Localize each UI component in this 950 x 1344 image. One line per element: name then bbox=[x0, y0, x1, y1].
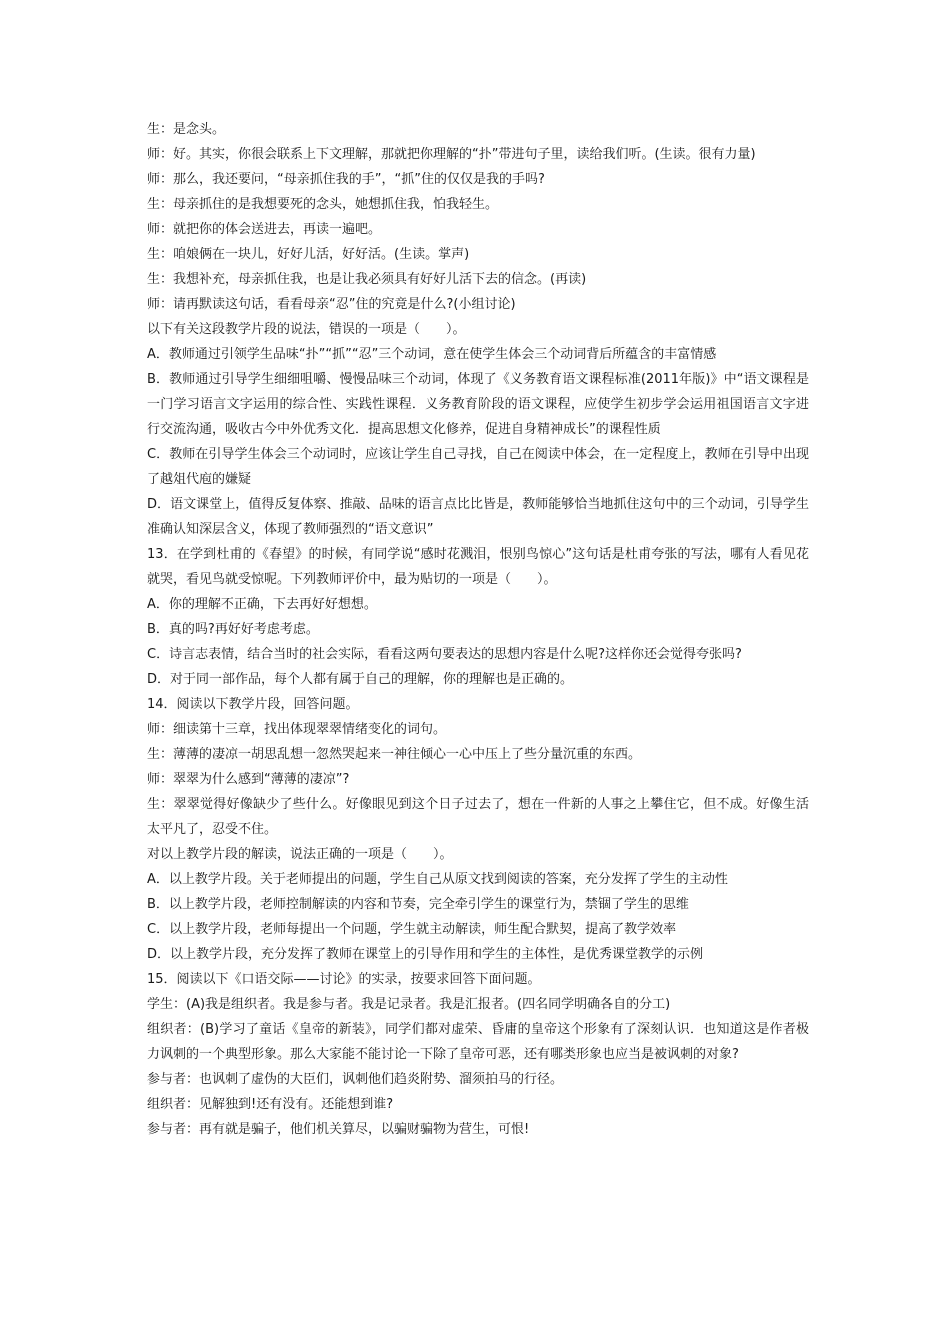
option-c: C．以上教学片段，老师每提出一个问题，学生就主动解读，师生配合默契，提高了教学效率 bbox=[147, 922, 677, 937]
option-d: D．对于同一部作品，每个人都有属于自己的理解，你的理解也是正确的。 bbox=[147, 672, 574, 687]
paragraph: 生：薄薄的凄凉一胡思乱想一忽然哭起来一神往倾心一心中压上了些分量沉重的东西。 bbox=[147, 747, 642, 762]
paragraph: 师：翠翠为什么感到“薄薄的凄凉”? bbox=[147, 772, 350, 787]
option-b: B．以上教学片段，老师控制解读的内容和节奏，完全牵引学生的课堂行为，禁锢了学生的思维 bbox=[147, 897, 689, 912]
paragraph: 师：好。其实，你很会联系上下文理解，那就把你理解的“扑”带进句子里，读给我们听。(生读。很有力量) bbox=[147, 147, 756, 162]
paragraph: 生：我想补充，母亲抓住我，也是让我必须具有好好儿活下去的信念。(再读) bbox=[147, 272, 587, 287]
option-b: B．教师通过引导学生细细咀嚼、慢慢品味三个动词，体现了《义务教育语文课程标准(2011年版)》中“语文课程是一门学习语言文字运用的综合性、实践性课程．义务教育阶段的语文课程，应使学生初步学会运用祖国语言文字进行交流沟通，吸收古今中外优秀文化．提高思想文化修养，促进自身精神成长”的课程性质 bbox=[147, 372, 809, 437]
option-d: D．语文课堂上，值得反复体察、推敲、品味的语言点比比皆是，教师能够恰当地抓住这句中的三个动词，引导学生准确认知深层含义，体现了教师强烈的“语文意识” bbox=[147, 497, 809, 537]
paragraph: 参与者：也讽刺了虚伪的大臣们，讽刺他们趋炎附势、溜须拍马的行径。 bbox=[147, 1072, 564, 1087]
question-stem: 对以上教学片段的解读，说法正确的一项是（ ）。 bbox=[147, 847, 453, 862]
paragraph: 生：母亲抓住的是我想要死的念头，她想抓住我，怕我轻生。 bbox=[147, 197, 499, 212]
document-body bbox=[147, 117, 809, 1142]
paragraph: 参与者：再有就是骗子，他们机关算尽，以骗财骗物为营生，可恨! bbox=[147, 1122, 530, 1137]
question-13-stem: 13．在学到杜甫的《春望》的时候，有同学说“感时花溅泪，恨别鸟惊心”这句话是杜甫夸张的写法，哪有人看见花就哭，看见鸟就受惊呢。下列教师评价中，最为贴切的一项是（ ）。 bbox=[147, 547, 809, 587]
paragraph: 组织者：见解独到!还有没有。还能想到谁? bbox=[147, 1097, 394, 1112]
option-a: A．你的理解不正确，下去再好好想想。 bbox=[147, 597, 377, 612]
option-c: C．教师在引导学生体会三个动词时，应该让学生自己寻找，自己在阅读中体会，在一定程度上，教师在引导中出现了越俎代庖的嫌疑 bbox=[147, 447, 809, 487]
question-15-stem: 15．阅读以下《口语交际——讨论》的实录，按要求回答下面问题。 bbox=[147, 972, 541, 987]
option-d: D．以上教学片段，充分发挥了教师在课堂上的引导作用和学生的主体性，是优秀课堂教学的示例 bbox=[147, 947, 704, 962]
paragraph: 生：咱娘俩在一块儿，好好儿活，好好活。(生读。掌声) bbox=[147, 247, 470, 262]
option-c: C．诗言志表情，结合当时的社会实际，看看这两句要表达的思想内容是什么呢?这样你还会觉得夸张吗? bbox=[147, 647, 742, 662]
option-a: A．以上教学片段。关于老师提出的问题，学生自己从原文找到阅读的答案，充分发挥了学生的主动性 bbox=[147, 872, 728, 887]
option-b: B．真的吗?再好好考虑考虑。 bbox=[147, 622, 319, 637]
paragraph: 师：那么，我还要问，“母亲抓住我的手”，“抓”住的仅仅是我的手吗? bbox=[147, 172, 545, 187]
question-stem: 以下有关这段教学片段的说法，错误的一项是（ ）。 bbox=[147, 322, 466, 337]
paragraph: 师：就把你的体会送进去，再读一遍吧。 bbox=[147, 222, 382, 237]
paragraph: 师：细读第十三章，找出体现翠翠情绪变化的词句。 bbox=[147, 722, 447, 737]
question-14-stem: 14．阅读以下教学片段，回答问题。 bbox=[147, 697, 359, 712]
paragraph: 学生：(A)我是组织者。我是参与者。我是记录者。我是汇报者。(四名同学明确各自的分工) bbox=[147, 997, 671, 1012]
paragraph: 师：请再默读这句话，看看母亲“忍”住的究竟是什么?(小组讨论) bbox=[147, 297, 516, 312]
option-a: A．教师通过引领学生品味“扑”“抓”“忍”三个动词，意在使学生体会三个动词背后所蕴含的丰富情感 bbox=[147, 347, 717, 362]
paragraph: 生：翠翠觉得好像缺少了些什么。好像眼见到这个日子过去了，想在一件新的人事之上攀住它，但不成。好像生活太平凡了，忍受不住。 bbox=[147, 797, 809, 837]
paragraph: 生：是念头。 bbox=[147, 122, 226, 137]
paragraph: 组织者：(B)学习了童话《皇帝的新装》，同学们都对虚荣、昏庸的皇帝这个形象有了深刻认识．也知道这是作者极力讽刺的一个典型形象。那么大家能不能讨论一下除了皇帝可恶，还有哪类形象也应当是被讽刺的对象? bbox=[147, 1022, 809, 1062]
